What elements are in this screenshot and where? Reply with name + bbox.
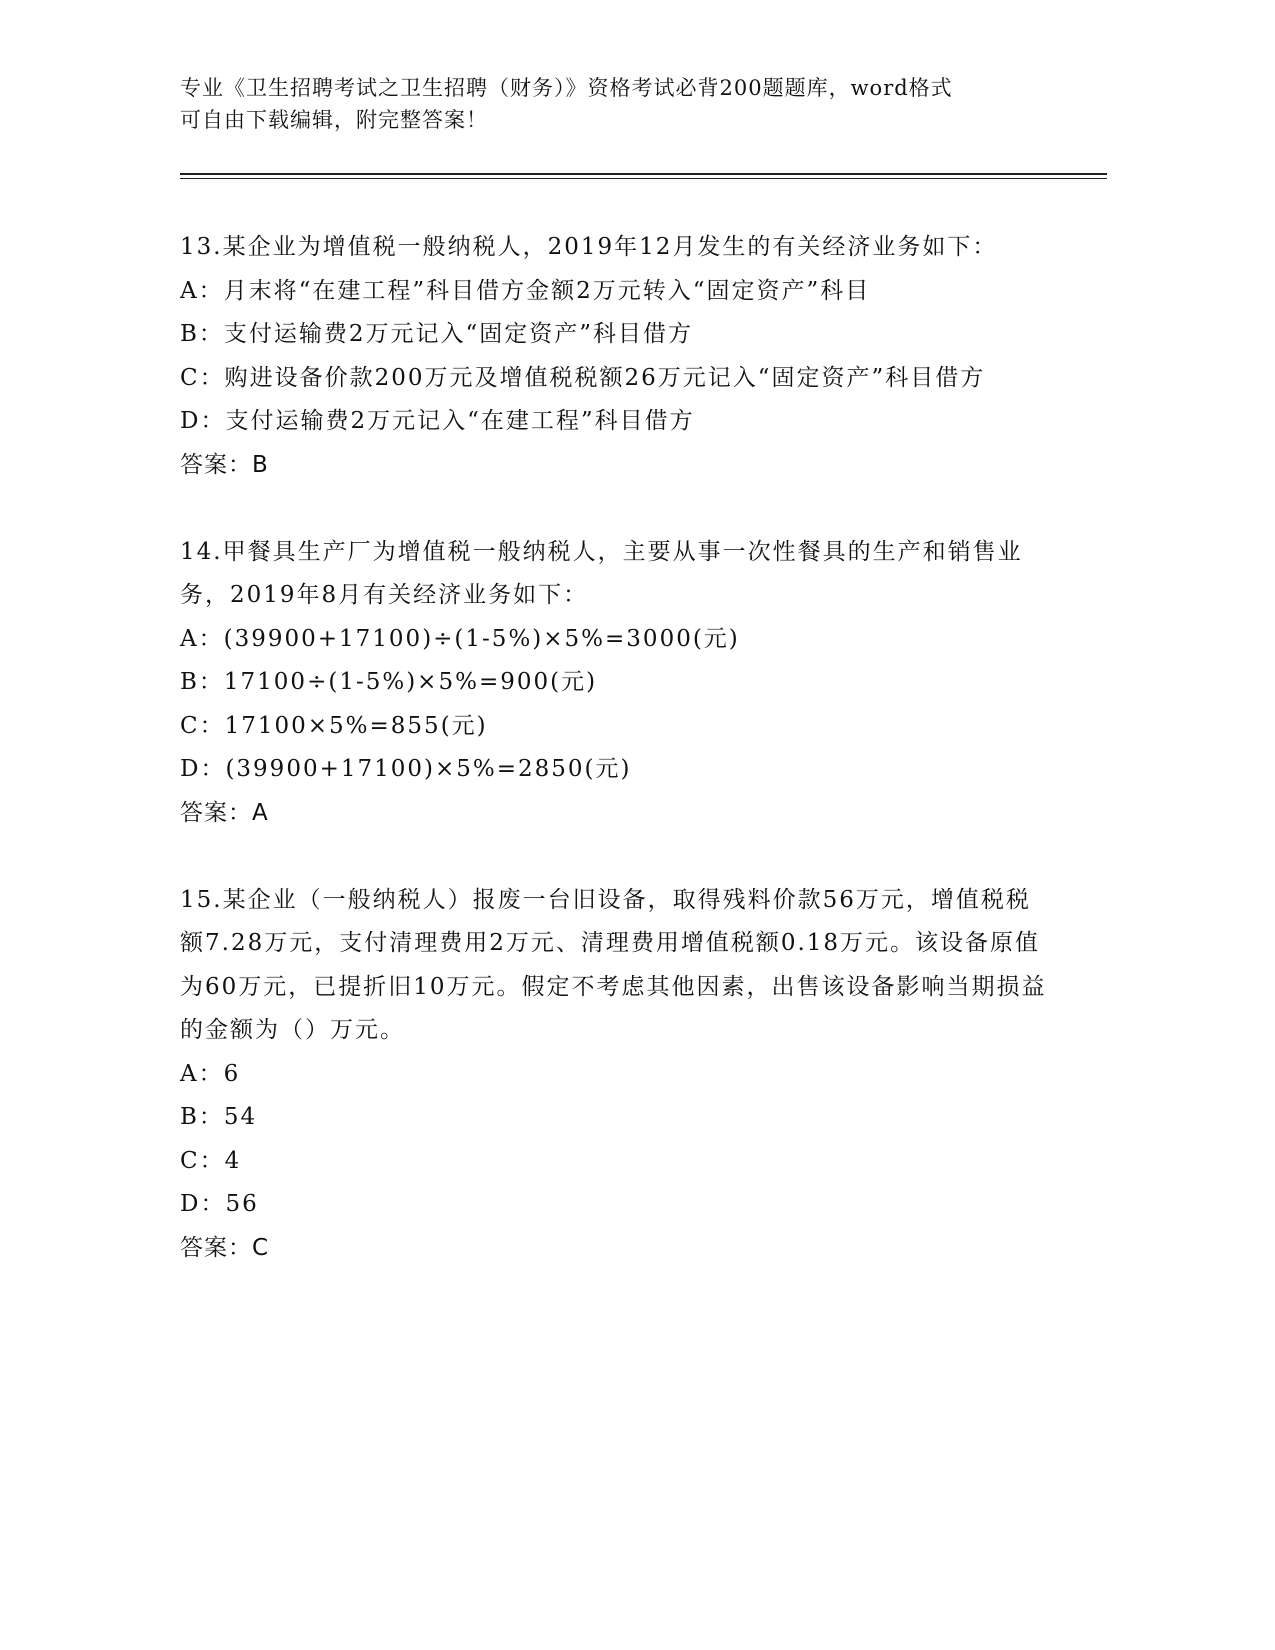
header-line-1: 专业《卫生招聘考试之卫生招聘（财务）》资格考试必背200题题库，word格式 (180, 76, 953, 100)
option-b: B：支付运输费2万元记入“固定资产”科目借方 (180, 321, 694, 347)
option-d: D：支付运输费2万元记入“在建工程”科目借方 (180, 408, 695, 434)
spacer (180, 835, 1050, 879)
option-c: C：4 (180, 1147, 242, 1174)
option-a: A：6 (180, 1060, 241, 1087)
answer-line: 答案：A (180, 799, 269, 826)
spacer (180, 487, 1050, 531)
option-b: B：17100÷(1-5%)×5%=900(元) (180, 669, 598, 695)
question-stem: 14.甲餐具生产厂为增值税一般纳税人，主要从事一次性餐具的生产和销售业务，2019年8月有关经济业务如下： (180, 538, 1023, 608)
option-a: A：(39900+17100)÷(1-5%)×5%=3000(元) (180, 625, 740, 652)
header-divider-thick (180, 173, 1107, 175)
header-divider-thin (180, 178, 1107, 179)
question-list (180, 226, 1050, 1270)
option-b: B：54 (180, 1104, 258, 1130)
option-c: C：17100×5%=855(元) (180, 712, 488, 739)
question-stem: 13.某企业为增值税一般纳税人，2019年12月发生的有关经济业务如下： (180, 234, 998, 260)
header-line-2: 可自由下载编辑，附完整答案！ (180, 108, 488, 132)
question-block (180, 879, 1050, 1271)
question-block (180, 226, 1050, 487)
option-a: A：月末将“在建工程”科目借方金额2万元转入“固定资产”科目 (180, 277, 871, 304)
option-d: D：(39900+17100)×5%=2850(元) (180, 756, 632, 782)
answer-line: 答案：B (180, 451, 269, 478)
option-d: D：56 (180, 1191, 259, 1217)
option-c: C：购进设备价款200万元及增值税税额26万元记入“固定资产”科目借方 (180, 364, 986, 391)
document-header (180, 72, 1060, 136)
question-block (180, 531, 1050, 836)
answer-line: 答案：C (180, 1234, 270, 1261)
question-stem: 15.某企业（一般纳税人）报废一台旧设备，取得残料价款56万元，增值税税额7.28万元，支付清理费用2万元、清理费用增值税额0.18万元。该设备原值为60万元，已提折旧10万元。假定不考虑其他因素，出售该设备影响当期损益的金额为（）万元。 (180, 886, 1047, 1043)
